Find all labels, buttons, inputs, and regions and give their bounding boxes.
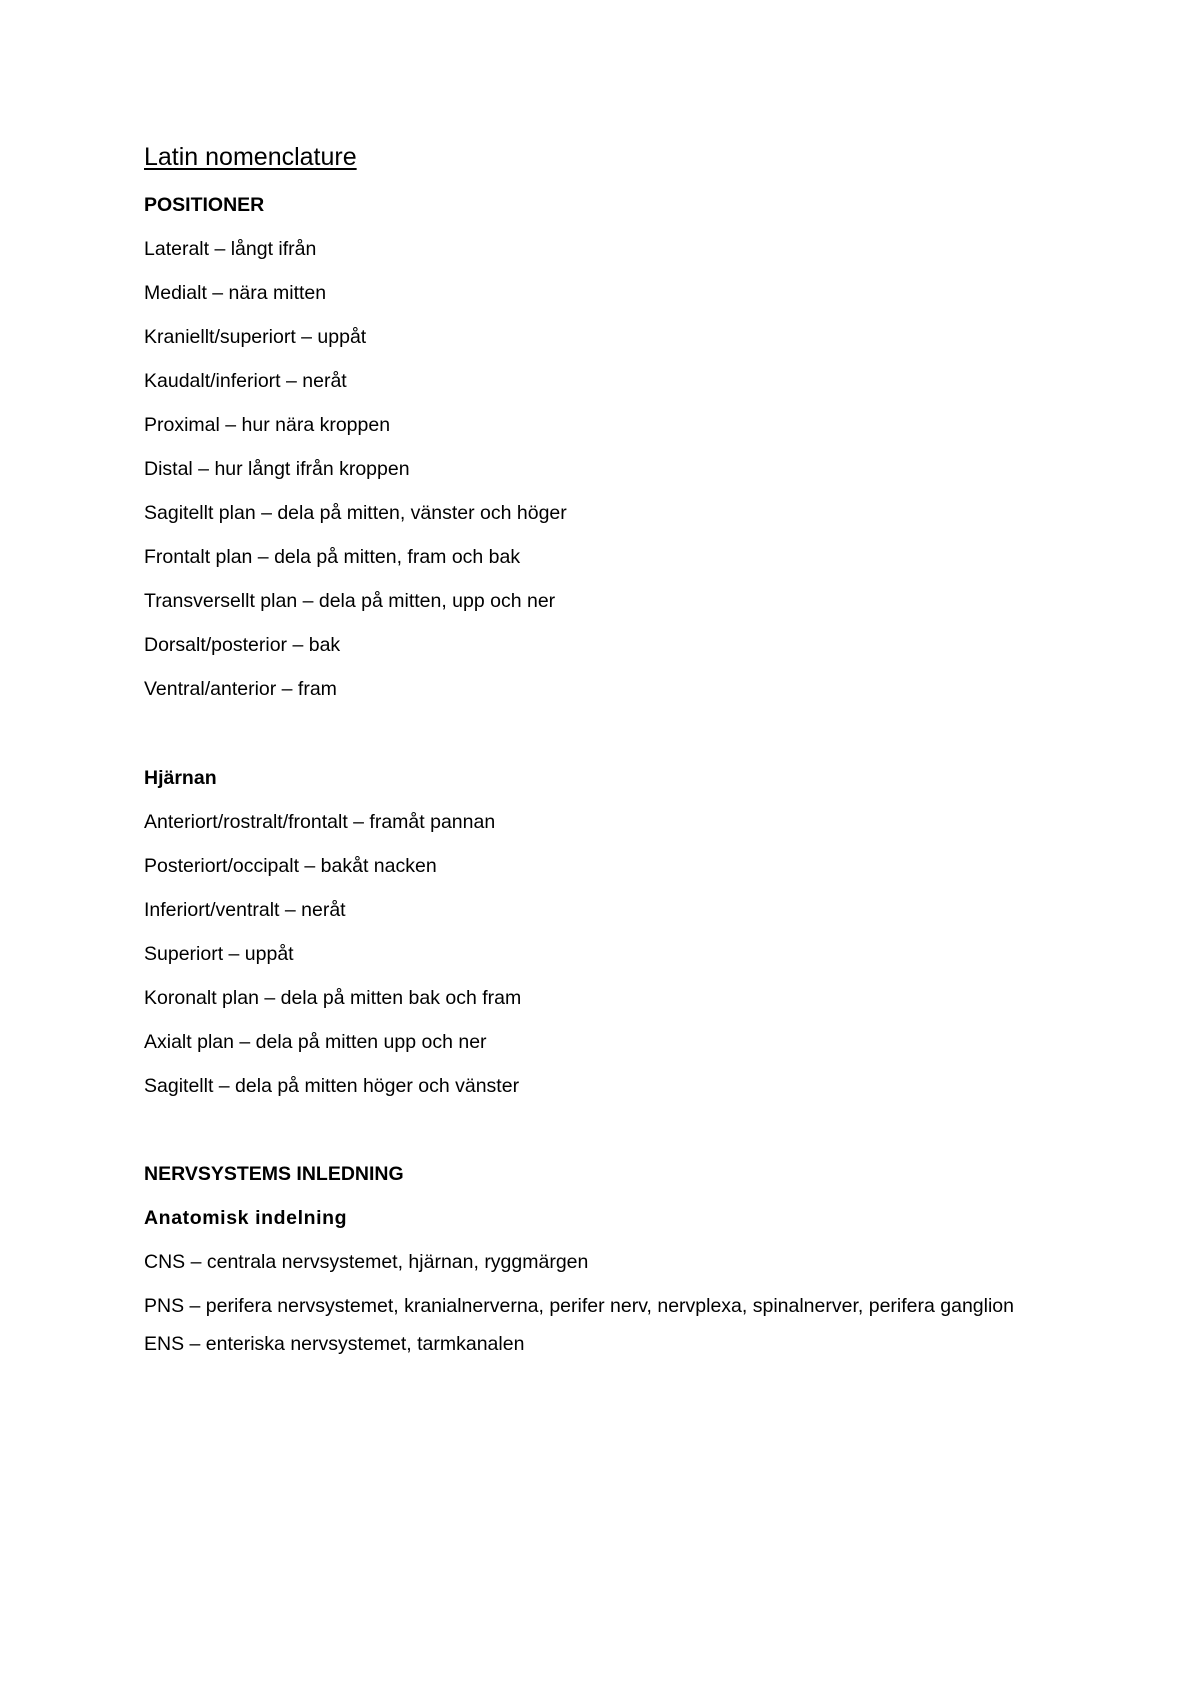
text-line: PNS – perifera nervsystemet, kranialnerverna, perifer nerv, nervplexa, spinalnerver, perifera ganglion [144, 1295, 1014, 1317]
text-line: CNS – centrala nervsystemet, hjärnan, ryggmärgen [144, 1251, 589, 1273]
section-heading: POSITIONER [144, 194, 265, 216]
document-title: Latin nomenclature [144, 143, 357, 171]
text-line: Sagitellt – dela på mitten höger och vänster [144, 1075, 520, 1097]
section-heading: Hjärnan [144, 767, 217, 789]
text-line: Superiort – uppåt [144, 943, 294, 965]
text-line: Sagitellt plan – dela på mitten, vänster och höger [144, 502, 567, 524]
section-hjarnan [144, 766, 1074, 1118]
section-nervsystem [144, 1162, 1074, 1376]
text-line: Inferiort/ventralt – neråt [144, 899, 346, 921]
section-subheading: Anatomisk indelning [144, 1207, 348, 1229]
text-line: Ventral/anterior – fram [144, 678, 337, 700]
text-line: Posteriort/occipalt – bakåt nacken [144, 855, 437, 877]
text-line: Medialt – nära mitten [144, 282, 327, 304]
text-line: Dorsalt/posterior – bak [144, 634, 341, 656]
text-line: Lateralt – långt ifrån [144, 238, 317, 260]
section-heading: NERVSYSTEMS INLEDNING [144, 1163, 404, 1185]
text-line: Proximal – hur nära kroppen [144, 414, 391, 436]
text-line: Kaudalt/inferiort – neråt [144, 370, 347, 392]
text-line: ENS – enteriska nervsystemet, tarmkanalen [144, 1333, 525, 1355]
text-line: Axialt plan – dela på mitten upp och ner [144, 1031, 487, 1053]
section-positioner [144, 193, 1074, 721]
text-line: Koronalt plan – dela på mitten bak och fram [144, 987, 522, 1009]
text-line: Anteriort/rostralt/frontalt – framåt pannan [144, 811, 496, 833]
text-line: Frontalt plan – dela på mitten, fram och bak [144, 546, 521, 568]
text-line: Transversellt plan – dela på mitten, upp och ner [144, 590, 556, 612]
text-line: Distal – hur långt ifrån kroppen [144, 458, 410, 480]
text-line: Kraniellt/superiort – uppåt [144, 326, 367, 348]
